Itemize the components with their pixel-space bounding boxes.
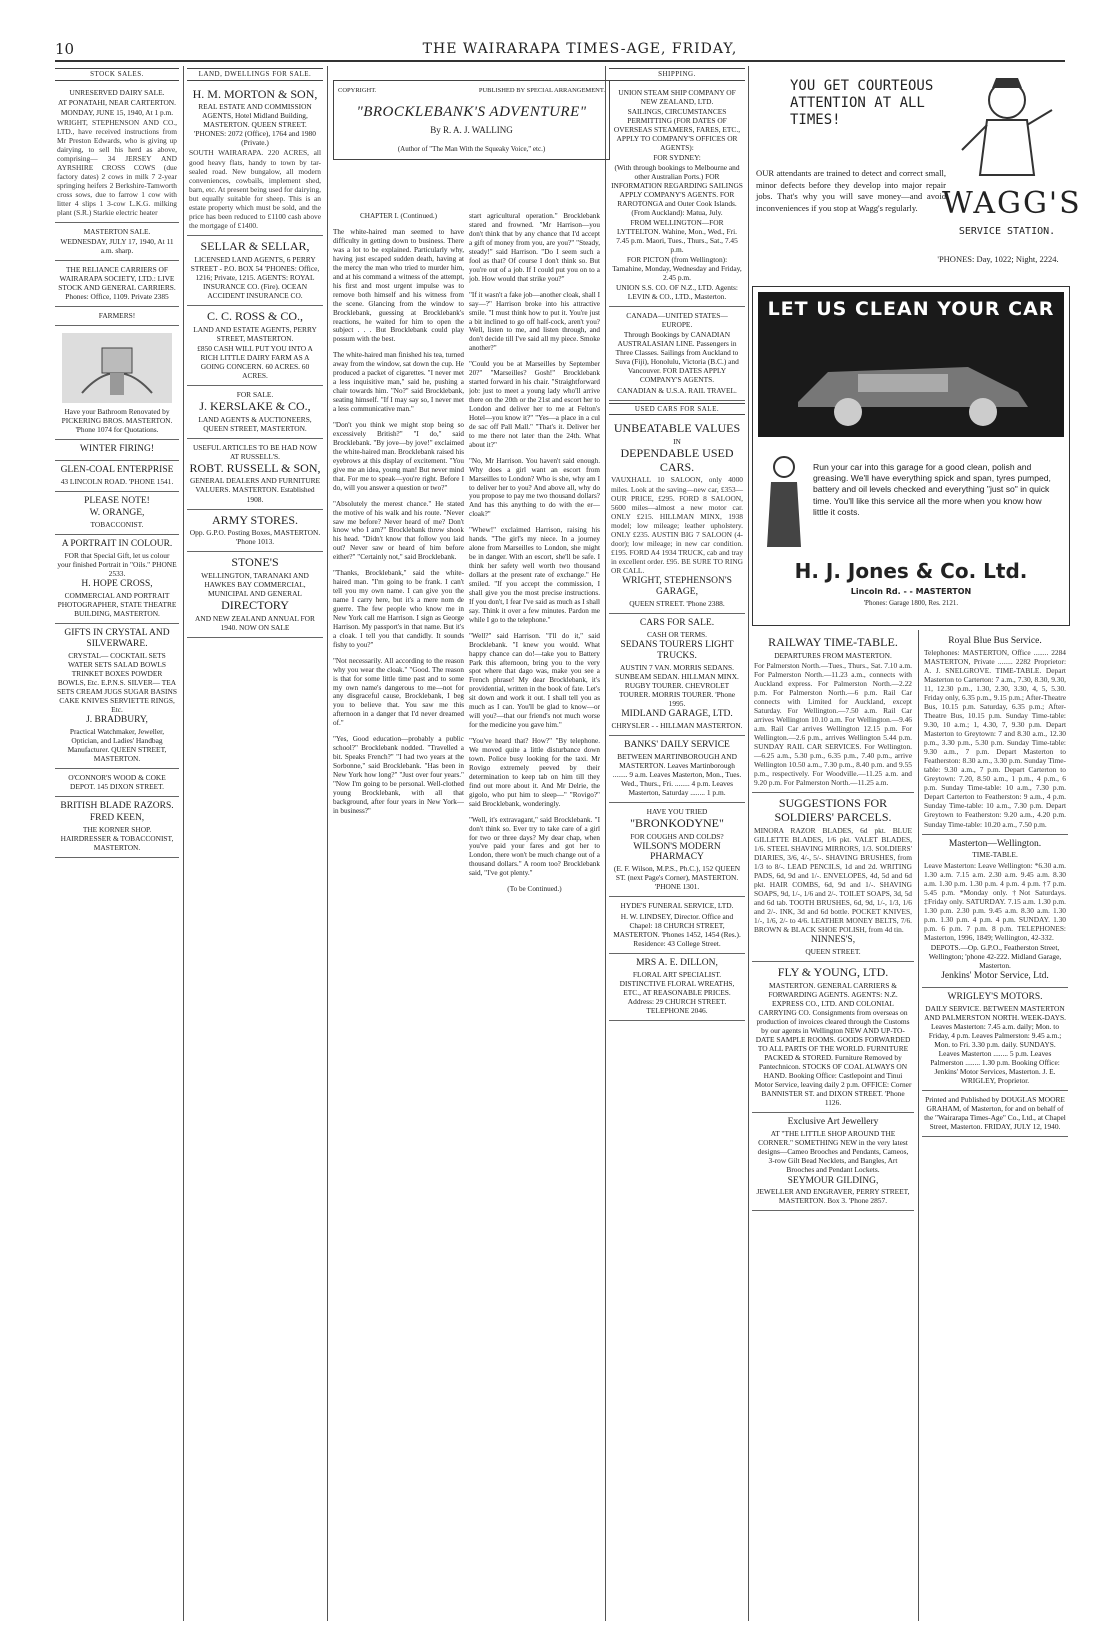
ad-bronkodyne: HAVE YOU TRIED "BRONKODYNE" FOR COUGHS AND COLDS? WILSON'S MODERN PHARMACY (E. F. Wilson, M.P.S., Ph.C.), 152 QUEEN ST. (next Page's Corner), MASTERTON. 'PHONE 1301. bbox=[609, 803, 745, 898]
story-title: "BROCKLEBANK'S ADVENTURE" bbox=[356, 104, 587, 120]
waggs-body: OUR attendants are trained to detect and correct small, minor defects before they develop into major repair jobs. That's why you will save money—and avoid inconveniences if you stop at Wagg's regularly. bbox=[756, 168, 946, 213]
ad-oconnor: O'CONNOR'S WOOD & COKE DEPOT. 145 DIXON STREET. bbox=[55, 769, 179, 797]
ad-fly-young: FLY & YOUNG, LTD. MASTERTON. GENERAL CARRIERS & FORWARDING AGENTS. AGENTS: N.Z. EXPRESS CO., LTD. AND COLONIAL CARRYING CO. Consignments from overseas on production of invoices cleared through the Customs by our agents in Wellington NEW AND UP-TO-DATE SAMPLE ROOMS. GOODS FORWARDED TO ALL PARTS OF THE WORLD. FURNITURE PACKED & STORED. Furniture Removed by Pantechnicon. STOCKS OF COAL ALWAYS ON HAND. Booking Office: Castlepoint and Tinui Motor Service, leaving daily 2 p.m. OFFICE: Corner BANNISTER ST. and DIXON STREET. 'Phone 1126. bbox=[752, 962, 914, 1113]
column-bus-services bbox=[922, 632, 1068, 1621]
ad-masterton-sale: MASTERTON SALE. WEDNESDAY, JULY 17, 1940, At 11 a.m. sharp. bbox=[55, 223, 179, 261]
ad-razors: BRITISH BLADE RAZORS. FRED KEEN, THE KORNER SHOP. HAIRDRESSER & TOBACCONIST, MASTERTON. bbox=[55, 797, 179, 858]
ad-dillon-floral: MRS A. E. DILLON, FLORAL ART SPECIALIST. DISTINCTIVE FLORAL WREATHS, ETC., AT REASONABLE PRICES. Address: 29 CHURCH STREET. TELEPHONE 2046. bbox=[609, 954, 745, 1021]
printer-imprint: Printed and Published by DOUGLAS MOORE GRAHAM, of Masterton, for and on behalf of the "Wairarapa Times-Age" Co., Ltd., at Chapel Street, Masterton. FRIDAY, JULY 12, 1940. bbox=[922, 1091, 1068, 1137]
ad-union-steamship: UNION STEAM SHIP COMPANY OF NEW ZEALAND, LTD. SAILINGS, CIRCUMSTANCES PERMITTING (FOR DATES OF OVERSEAS STEAMERS, FARES, ETC., APPLY TO COMPANY'S OFFICES OR AGENTS): FOR SYDNEY: (With through bookings to Melbourne and other Australian Ports.) FOR INFORMATION REGARDING SAILINGS APPLY COMPANY'S AGENTS. FOR RAROTONGA and Outer Cook Islands. (From Auckland): Matua, July. FROM WELLINGTON—FOR LYTTELTON. Wahine, Mon., Wed., Fri. 7.45 p.m. Maori, Tues., Thurs., Sat., 7.45 p.m. FOR PICTON (from Wellington): Tamahine, Monday, Wednesday and Friday, 2.45 p.m. UNION S.S. CO. OF N.Z., LTD. Agents: LEVIN & CO., LTD., Masterton. bbox=[609, 84, 745, 308]
section-heading: USED CARS FOR SALE. bbox=[609, 403, 745, 416]
column-rule bbox=[183, 66, 184, 1621]
section-heading: STOCK SALES. bbox=[55, 68, 179, 81]
story-header: COPYRIGHT. PUBLISHED BY SPECIAL ARRANGEMENT. "BROCKLEBANK'S ADVENTURE" By R. A. J. WALLING (Author of "The Man With the Squeaky Voice," etc.) bbox=[333, 80, 610, 160]
ad-winter-firing: WINTER FIRING! bbox=[55, 440, 179, 461]
ad-royal-blue-bus: Royal Blue Bus Service. Telephones: MASTERTON, Office ........ 2284 MASTERTON, Private ........ 2282 Proprietor: A. J. SNELGROVE. TIME-TABLE. Depart Masterton to Carterton: 7 a.m., 7.30, 8.30, 9.30, 11, 12.30 p.m., 1.30, 2.30, 3.30, 4, 5, 5.30. Friday only, 6.35 p.m., 9.15 p.m.; After-Theatre Bus, 10.15 p.m. Saturday, 6.35 p.m.; After-Theatre Bus, 10.15 p.m. Sunday Time-table: 9.30, 10 a.m.; 1, 4.30, 7, 9.30 p.m. Depart Masterton to Greytown: 7 and 8.30 a.m., 12.30 p.m., 3.30 p.m., 5.30 p.m. Sunday Time-table: 9.30 a.m., 7 p.m. Depart Masterton to Featherston: 8.30 a.m., 3.30 p.m. Sunday Time-table: 9.30 a.m., 7 p.m. Depart Carterton to Greytown: 7.20, 8.50 a.m., 1 p.m., 4 p.m., 6 p.m. Sunday Time-table: 10 a.m., 7.30 p.m. Depart Carterton to Featherston: 9 a.m., 4 p.m. Sunday Time-table: 10 a.m., 7.30 p.m. Depart Greytown to Featherston: 9.20 a.m., 4.20 p.m. Sunday Time-table: 10.20 a.m., 7.50 p.m. bbox=[922, 632, 1068, 835]
story-author: By R. A. J. WALLING bbox=[430, 125, 513, 135]
column-stock-sales bbox=[55, 66, 179, 1621]
ad-glencoal: GLEN-COAL ENTERPRISE 43 LINCOLN ROAD. 'PHONE 1541. bbox=[55, 461, 179, 492]
column-land-sales bbox=[187, 66, 323, 1621]
car-illustration-banner bbox=[758, 292, 1064, 437]
column-rule bbox=[605, 66, 606, 1621]
mechanic-illustration bbox=[759, 452, 809, 552]
attendant-illustration bbox=[952, 70, 1062, 180]
ad-soldiers-parcels: SUGGESTIONS FOR SOLDIERS' PARCELS. MINORA RAZOR BLADES, 6d pkt. BLUE GILLETTE BLADES, 1/6 pkt. VALET BLADES, 1/6. STEEL SHAVING MIRRORS, 1/3. SOLDIERS' DIARIES, 3/6, 4/-, 5/-. SHAVING BRUSHES, from 1/3 to 8/-. LEAD PENCILS, 1d and 2d. WRITING PADS, 6d, 9d and 1/-. ENVELOPES, 4d, 5d and 6d pkt. HAIR COMBS, 6d, 9d and 1/-. SHAVING SOAPS, 9d, 1/-, 1/6 and 2/-. TOILET SOAPS, 3d, 5d and 6d tab. TOOTH BRUSHES, 6d, 9d, 1/-, 1/3, 1/6 and 2/-. INK, 3d and 6d bottle. POCKET KNIVES, 1/-, 1/6, 2/- to 4/6. LEATHER MONEY BELTS, 7/6. BROWN & BLACK SHOE POLISH, from 4d tin. NINNES'S, QUEEN STREET. bbox=[752, 793, 914, 962]
story-column-2: start agricultural operation." Brocklebank stared and frowned. "Mr Harrison—you don't think that by any chance that I'd accept a gift of money from you, are you?" "Steady, steady!" said Harrison. "Do I seem such a fool as that? Of course I don't think so. But you're out of a job. If I could put you on to a job. How would that strike you?" "If it wasn't a fake job—another cloak, shall I say—?" Harrison broke into his attractive smile. "I must think how to put it. You're just a bit inclined to go off half-cock, aren't you? Well, listen to me, and listen through, and don't decide till I've said all my piece. Smoke another?" "Could you be at Marseilles by September 20?" "Marseilles? Gosh!" Brocklebank started forward in his chair. "Straightforward job: just to meet a young lady who'll arrive there on the 20th or the 21st and escort her to London and deliver her to me at Felton's Hotel—you know it?" "Yes—a place in a cul de sac off Pall Mall." "That's it. Deliver her to me there not later than the 24th. What about it?" "No, Mr Harrison. You haven't said enough. Why does a girl want an escort from Marseilles to London? Who is she, why am I to deliver her to you? And above all, why do you propose to pay me two thousand dollars? And has this anything to do with the er—cloak?" "Whew!" exclaimed Harrison, raising his hands. "The girl's my niece. In a journey alone from Marseilles to London, she might be in danger. With an escort, she'll be safe. I think her safety well worth two thousand dollars at the present rate of exchange." He smiled. "If you accept the commission, I shall give you the most precise instructions. If you don't, I fear I've said as much as I shall say. Think it over a few minutes. Pardon me while I go to the telephone." "Well?" said Harrison. "I'll do it," said Brocklebank. "I knew you would. What happy chance can do!—take you to Battery Park this afternoon, bring you to the very spot where that dago was, make you see a French phrase! My dear Brocklebank, it's providential, written in the book of fate. Let's sit down and work it out. I shall tell you as much as I can. You'll be glad to know—or will you?—that our friend's not much worse for the medicine you gave him." "You've heard that? How?" "By telephone. We moved quite a little disturbance down town. Police busy looking for the taxi. Mr Rovigo extremely peeved by their determination to keep tab on him till they find out more about it. And Mr Delrie, the gigolo, who put him to sleep—" "Rovigo?" said Brocklebank, wonderingly. "Well, it's extravagant," said Brocklebank. "I don't think so. Ever try to take care of a girl for two or three days? My dear chap, when you've paid your fares and got her to London, there won't be much change out of a thousand dollars." A room too? Brocklebank said, "I've got plenty." (To be Continued.) bbox=[469, 212, 600, 894]
ad-army-stores: ARMY STORES. Opp. G.P.O. Posting Boxes, MASTERTON. 'Phone 1013. bbox=[187, 510, 323, 553]
jones-name: H. J. Jones & Co. Ltd. bbox=[794, 559, 1028, 583]
column-rule bbox=[748, 66, 749, 1621]
ad-wright-garage: UNBEATABLE VALUES IN DEPENDABLE USED CARS. VAUXHALL 10 SALOON, only 4000 miles. Look at the saving—new car, £353— OUR PRICE, £295. FORD 8 SALOON, 5600 miles—almost a new motor car. ONLY £215. HILLMAN MINX, 1938 model; low mileage; leather upholstery. ONLY £235. AUSTIN BIG 7 SALOON (4-door); low mileage; in new car condition. £195. FORD A4 1934 TRUCK, cab and tray in excellent order. £95. BE SURE TO RING OR CALL. WRIGHT, STEPHENSON'S GARAGE, QUEEN STREET. 'Phone 2388. bbox=[609, 418, 745, 614]
column-rule bbox=[918, 630, 919, 1621]
car-illustration bbox=[788, 332, 1038, 432]
ad-gilding-jewellery: Exclusive Art Jewellery AT "THE LITTLE SHOP AROUND THE CORNER." SOMETHING NEW in the very latest designs—Cameo Brooches and Pendants, Cameos, 3-row Gilt Bead Necklets, and Bangles, Art Brooches and Pendant Lockets. SEYMOUR GILDING, JEWELLER AND ENGRAVER, PERRY STREET, MASTERTON. Box 3. 'Phone 2857. bbox=[752, 1113, 914, 1211]
ad-kershlake: FOR SALE. J. KERSLAKE & CO., LAND AGENTS & AUCTIONEERS, QUEEN STREET, MASTERTON. bbox=[187, 386, 323, 439]
ad-gifts: GIFTS IN CRYSTAL AND SILVERWARE. CRYSTAL— COCKTAIL SETS WATER SETS SALAD BOWLS TRINKET BOXES POWDER BOWLS, Etc. E.P.N.S. SILVER— TEA SETS CREAM JUGS SUGAR BASINS CAKE KNIVES SERVIETTE RINGS, Etc. J. BRADBURY, Practical Watchmaker, Jeweller, Optician, and Ladies' Handbag Manufacturer. QUEEN STREET, MASTERTON. bbox=[55, 624, 179, 769]
waggs-name: WAGG'S bbox=[942, 186, 1082, 221]
ad-please-note: PLEASE NOTE! W. ORANGE, TOBACCONIST. bbox=[55, 492, 179, 535]
section-heading: LAND, DWELLINGS FOR SALE. bbox=[187, 68, 323, 81]
waggs-phones: 'PHONES: Day, 1022; Night, 2224. bbox=[937, 254, 1059, 264]
masthead bbox=[55, 38, 1065, 62]
column-railway-parcels bbox=[752, 632, 914, 1621]
ad-waggs-service-station bbox=[752, 66, 1082, 281]
jones-phones: 'Phones: Garage 1800, Res. 2121. bbox=[863, 599, 959, 607]
column-rule bbox=[327, 66, 328, 1621]
ad-hyde-funeral: HYDE'S FUNERAL SERVICE, LTD. H. W. LINDSEY, Director. Office and Chapel: 18 CHURCH STREET, MASTERTON. 'Phones 1452, 1454 (Res.). Residence: 43 College Street. bbox=[609, 897, 745, 953]
waggs-headline: YOU GET COURTEOUS ATTENTION AT ALL TIMES! bbox=[790, 78, 934, 128]
ad-sellar: SELLAR & SELLAR, LICENSED LAND AGENTS, 6 PERRY STREET - P.O. BOX 54 'PHONES: Office, 1216; Private, 1215. AGENTS: ROYAL INSURANCE CO. (Fire). OCEAN ACCIDENT INSURANCE CO. bbox=[187, 236, 323, 306]
ad-russell: USEFUL ARTICLES TO BE HAD NOW AT RUSSELL'S. ROBT. RUSSELL & SON, GENERAL DEALERS AND FURNITURE VALUERS. MASTERTON. Established 1908. bbox=[187, 439, 323, 510]
ad-portrait: A PORTRAIT IN COLOUR. FOR that Special Gift, let us colour your finished Portrait in "Oils." PHONE 2533. H. HOPE CROSS, COMMERCIAL AND PORTRAIT PHOTOGRAPHER, STATE THEATRE BUILDING, MASTERTON. bbox=[55, 535, 179, 624]
ad-canada: CANADA—UNITED STATES—EUROPE. Through Bookings by CANADIAN AUSTRALASIAN LINE. Passengers in Three Classes. Sailings from Auckland to Suva (Fiji), Honolulu, Victoria (B.C.) and Vancouver. FOR DATES APPLY COMPANY'S AGENTS. CANADIAN & U.S.A. RAIL TRAVEL. bbox=[609, 307, 745, 400]
story-column-1: CHAPTER I. (Continued.) The white-haired man seemed to have difficulty in getting down to business. There was a lot to be explained. Particularly why, having just escaped sudden death, having at the mercy the man who tried to murder him, and at his command a witness of the attempt, his first and most urgent impulse was to remove both himself and his witness from the scene. Glancing from the window to Brocklebank, guessing at Brocklebank's reactions, he waited for him to open the subject . . . But Brocklebank could play possum with the best. The white-haired man finished his tea, turned away from the window, sat down the cup. He produced a packet of cigarettes. "I never met a less inquisitive man," said he, pushing a chair towards him. "No?" said Brocklebank, seating himself. "If I may say so, I never met a less communicative man." "Don't you think we might stop being so excessively British?" "I do," said Brocklebank. "By jove—by jove!" exclaimed the white-haired man. Brocklebank raised his eyebrows at this display of excitement. "You give me an idea, young man! But never mind that. For me to speak—you're right. Before I do, will you answer a question or two?" "Absolutely the merest chance." He stated the motive of his walk and his route. "Never saw me before? Never heard of me? Don't know who I am?" Brocklebank threw shook his head. "Didn't know that follow you laid out? Never saw or heard of him before either?" "Certainly not," said Brocklebank. "Thanks, Brocklebank," said the white-haired man. "I'm going to be frank. I can't tell you my own name. I can give you the name I carry here, but it's a mere nom de guerre. The few people who know me in New York call me Harrison. I sign as George Harrison. My passport's in that name. But it's a cloak. I tell you that candidly. It sounds fishy to you?" "Not necessarily. All according to the reason why you wear the cloak." "Good. The reason is that for some little time past and to some my own name's dangerous to me—not for any disgraceful cause, Brocklebank, I beg you to believe that. You saw me this afternoon in a danger that I'd never dreamed of." "Yes, Good education—probably a public school?" Brocklebank nodded. "Travelled a bit. Speaks French?" "I had two years at the Sorbonne," said Brocklebank. "Has been in New York how long?" "Just over four years." "Now I'm going to be personal. Well-clothed young Brocklebank, with all that background, after four years in New York—in business?" bbox=[333, 212, 464, 815]
ad-stones-directory: STONE'S WELLINGTON, TARANAKI AND HAWKES BAY COMMERCIAL, MUNICIPAL AND GENERAL DIRECTORY AND NEW ZEALAND ANNUAL FOR 1940. NOW ON SALE bbox=[187, 552, 323, 638]
ad-morton: H. M. MORTON & SON, REAL ESTATE AND COMMISSION AGENTS, Hotel Midland Building, MASTERTON. QUEEN STREET. 'PHONES: 2072 (Office), 1764 and 1980 (Private.) SOUTH WAIRARAPA. 220 ACRES, all good heavy flats, handy to town by tar-sealed road. New bungalow, all modern conveniences, cowbails, implement shed, barn, etc. At present being used for dairying, but equally suitable for sheep. This is an estate property which must be sold, and the price has been reduced to £1100 cash above the mortgage of £1400. bbox=[187, 84, 323, 236]
ad-hj-jones bbox=[752, 286, 1070, 626]
ad-farmers: FARMERS! bbox=[55, 307, 179, 326]
column-shipping-cars bbox=[609, 66, 745, 1621]
ad-dairy-sale: UNRESERVED DAIRY SALE. AT PONATAHI, NEAR CARTERTON. MONDAY, JUNE 15, 1940, At 1 p.m. WRIGHT, STEPHENSON AND CO., LTD., have received instructions from Mr Preston Edwards, who is giving up dairying, to sell his herd as above, comprising— 34 JERSEY AND AYRSHIRE CROSS COWS (due factory dates) 2 cows in milk 7 2-year springing heifers 2 Berkshire-Tamworth cross sows, due to farrow 1 cow with litter 4 slips 1 3-cow L.K.G. milking plant (S.R.) Starkie electric heater bbox=[55, 84, 179, 223]
section-heading: SHIPPING. bbox=[609, 68, 745, 81]
ad-pickering-bathroom: Have your Bathroom Renovated by PICKERING BROS. MASTERTON. 'Phone 1074 for Quotations. bbox=[55, 326, 179, 440]
waggs-service: SERVICE STATION. bbox=[958, 226, 1056, 237]
ad-banks-service: BANKS' DAILY SERVICE BETWEEN MARTINBOROUGH AND MASTERTON. Leaves Martinborough ........ 9 a.m. Leaves Masterton, Mon., Tues. Wed., Thurs., Fri. ........ 4 p.m. Leaves Masterton, Saturday ........ 1 p.m. bbox=[609, 736, 745, 803]
jones-body: Run your car into this garage for a good clean, polish and greasing. We'll have everything spick and span, tyres pumped, battery and oil levels checked and everything "just so" in quick time. You'll like this service all the more when you know how little it costs. bbox=[813, 462, 1051, 517]
ad-wrigleys-motors: WRIGLEY'S MOTORS. DAILY SERVICE. BETWEEN MASTERTON AND PALMERSTON NORTH. WEEK-DAYS. Leaves Masterton: 7.45 a.m. daily; Mon. to Friday, 4 p.m. Leaves Palmerston: 9.45 a.m.; Mon. to Fri. 3.30 p.m. daily. SUNDAYS. Leaves Masterton ........ 5 p.m. Leaves Palmerston ........ 1.30 p.m. Booking Office: Jenkins' Motor Services, Masterton. J. E. WRIGLEY, Proprietor. bbox=[922, 988, 1068, 1091]
page-number: 10 bbox=[55, 40, 75, 58]
ad-reliance-carriers: THE RELIANCE CARRIERS OF WAIRARAPA SOCIETY, LTD.: LIVE STOCK AND GENERAL CARRIERS. Phones: Office, 1109. Private 2385 bbox=[55, 261, 179, 307]
jones-banner-title: LET US CLEAN YOUR CAR bbox=[767, 298, 1055, 320]
ad-masterton-wellington: Masterton—Wellington. TIME-TABLE. Leave Masterton: Leave Wellington: *6.30 a.m. 1.30 a.m. 7.15 a.m. 2.30 a.m. 9.45 a.m. 8.30 a.m. 1.30 p.m. 1.30 p.m. 4 p.m. 4 p.m. †7 p.m. 5.45 p.m. *Monday only. †Not Saturdays. ‡Friday only. SATURDAY. 7.15 a.m. 1.30 p.m. 1.30 p.m. 2.30 p.m. 9.45 a.m. 8.30 a.m. 1.30 p.m. 1.30 p.m. 4 p.m. 4 p.m. SUNDAY. 1.30 p.m. 6 p.m. 7 p.m. 8 p.m. TELEPHONES: Masterton, 1996, 1849; Wellington, 42-332. DEPOTS.—Op. G.P.O., Featherston Street, Wellington; 'phone 42-222. Midland Garage, Masterton. Jenkins' Motor Service, Ltd. bbox=[922, 835, 1068, 988]
bathroom-illustration bbox=[62, 333, 172, 403]
ad-railway-timetable: RAILWAY TIME-TABLE. DEPARTURES FROM MASTERTON. For Palmerston North.—Tues., Thurs., Sat. 7.10 a.m. For Palmerston North.—11.23 a.m., connects with Auckland express. For Palmerston North.—2.22 p.m. For Palmerston North.—6 p.m. Rail Car connects with Limited for Auckland, except Saturday. For Wellington.—7.50 a.m. Rail Car arrives Wellington 10.10 a.m. For Wellington.—9.46 a.m. Rail Car arrives Wellington 12.15 p.m. For Wellington.—2.6 p.m., arrives Wellington 5.44 p.m. SUNDAY RAIL CAR SERVICES. For Wellington.—6.25 a.m., 5.30 p.m., 6.35 p.m., 7.40 p.m., arrive Wellington 10.50 a.m., 7.30 p.m., 8.40 p.m. and 9.55 p.m., respectively. For Woodville.—11.25 a.m. and 9.20 p.m. For Palmerston North.—11.25 a.m. bbox=[752, 632, 914, 793]
masthead-title: THE WAIRARAPA TIMES-AGE, FRIDAY, bbox=[422, 41, 738, 57]
jones-address: Lincoln Rd. - - MASTERTON bbox=[850, 587, 972, 596]
ad-ross: C. C. ROSS & CO., LAND AND ESTATE AGENTS, PERRY STREET, MASTERTON. £850 CASH WILL PUT YOU INTO A RICH LITTLE DAIRY FARM AS A GOING CONCERN. 60 ACRES. 60 ACRES. bbox=[187, 306, 323, 386]
ad-midland-garage: CARS FOR SALE. CASH OR TERMS. SEDANS TOURERS LIGHT TRUCKS. AUSTIN 7 VAN. MORRIS SEDANS. SUNBEAM SEDAN. HILLMAN MINX. RUGBY TOURER. CHEVROLET TOURER. MORRIS TOURER. 'Phone 1995. MIDLAND GARAGE, LTD. CHRYSLER - - HILLMAN MASTERTON. bbox=[609, 614, 745, 736]
